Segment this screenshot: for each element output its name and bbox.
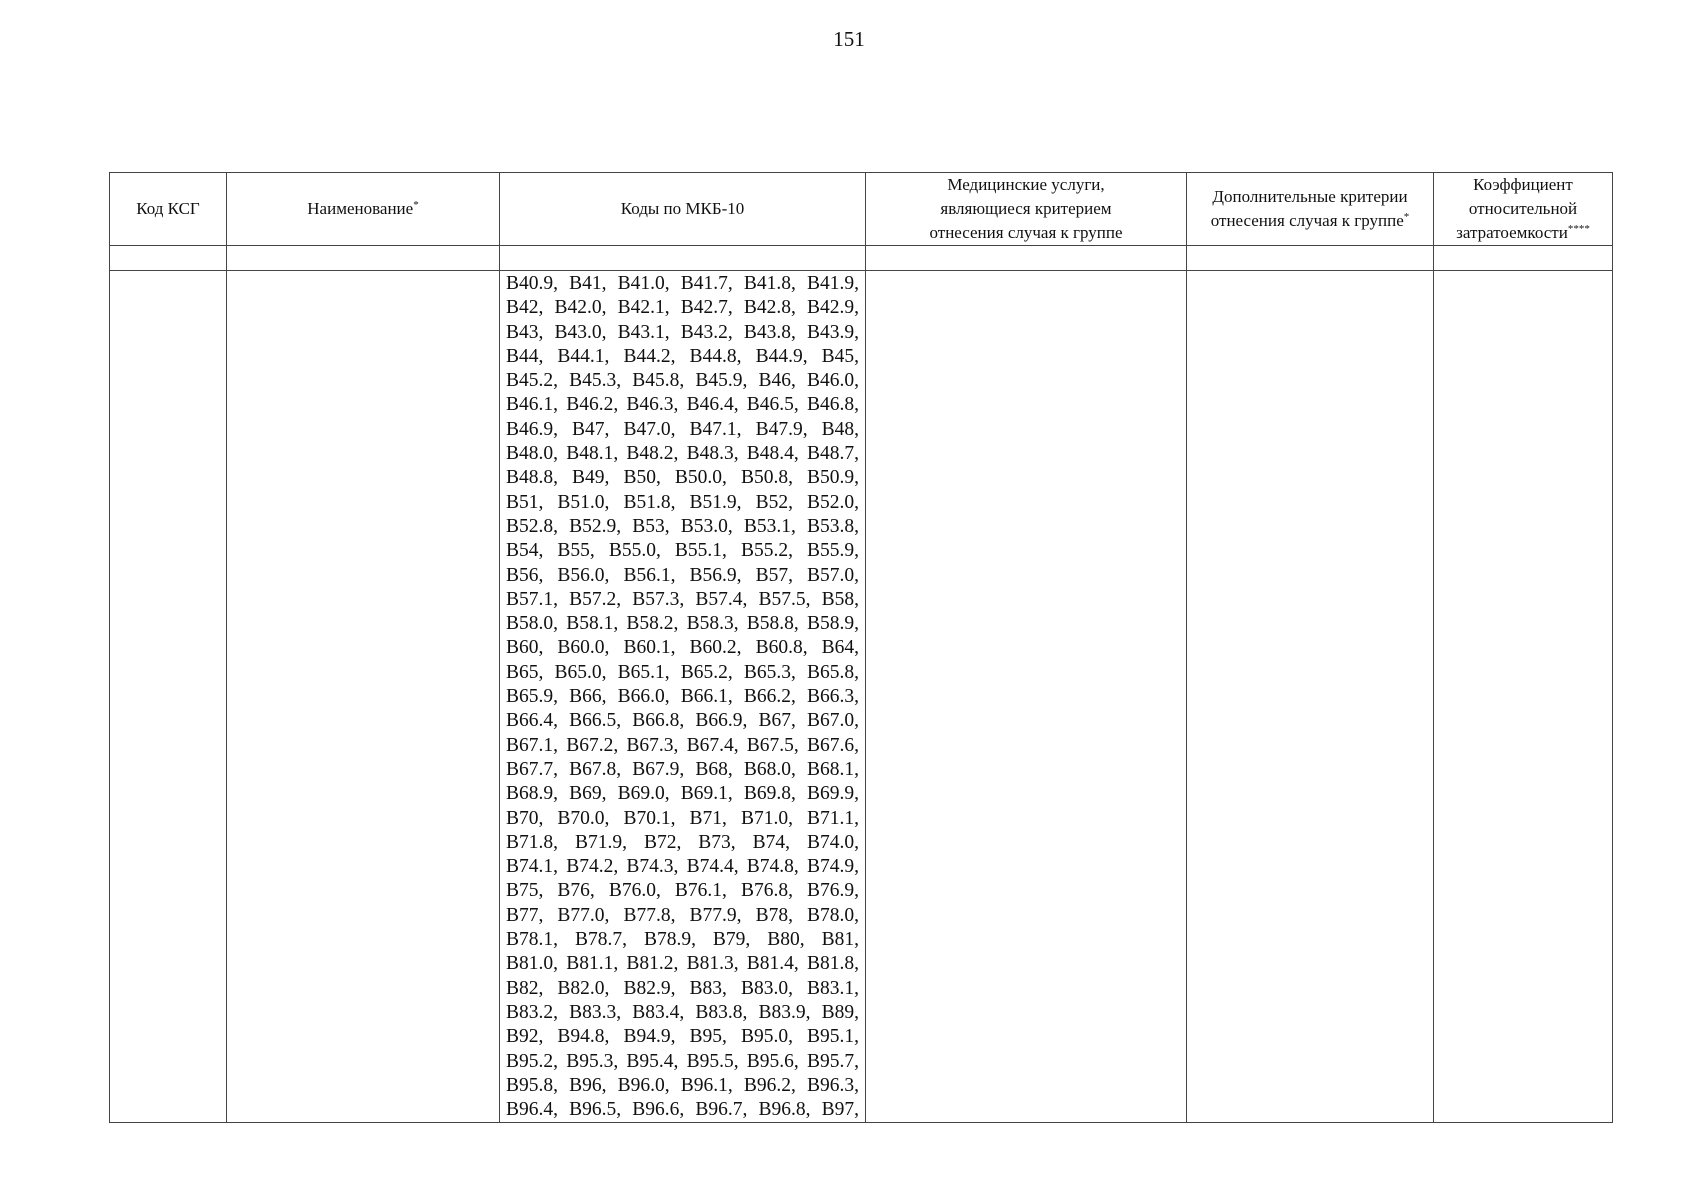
icd10-code-line: B48.8, B49, B50, B50.0, B50.8, B50.9, bbox=[506, 467, 859, 489]
icd10-code-line: B57.1, B57.2, B57.3, B57.4, B57.5, B58, bbox=[506, 588, 859, 610]
table-row bbox=[110, 271, 1613, 1123]
icd10-code-line: B65, B65.0, B65.1, B65.2, B65.3, B65.8, bbox=[506, 661, 859, 683]
header-cost-coefficient: Коэффициент относительной затратоемкости**** bbox=[1434, 173, 1613, 246]
cost-coefficient-cell bbox=[1434, 271, 1613, 1123]
ksg-code-cell bbox=[110, 271, 227, 1123]
additional-criteria-cell bbox=[1187, 271, 1434, 1123]
icd10-code-line: B71.8, B71.9, B72, B73, B74, B74.0, bbox=[506, 831, 859, 853]
empty-row bbox=[110, 246, 1613, 271]
icd10-code-line: B66.4, B66.5, B66.8, B66.9, B67, B67.0, bbox=[506, 710, 859, 732]
icd10-code-line: B81.0, B81.1, B81.2, B81.3, B81.4, B81.8, bbox=[506, 953, 859, 975]
header-medical-services: Медицинские услуги, являющиеся критерием отнесения случая к группе bbox=[866, 173, 1187, 246]
footnote-mark: **** bbox=[1567, 223, 1590, 235]
page-number: 151 bbox=[833, 27, 865, 51]
icd10-code-line: B46.9, B47, B47.0, B47.1, B47.9, B48, bbox=[506, 418, 859, 440]
icd10-code-line: B52.8, B52.9, B53, B53.0, B53.1, B53.8, bbox=[506, 515, 859, 537]
icd10-code-line: B82, B82.0, B82.9, B83, B83.0, B83.1, bbox=[506, 977, 859, 999]
icd10-code-line: B45.2, B45.3, B45.8, B45.9, B46, B46.0, bbox=[506, 370, 859, 392]
icd10-codes-cell bbox=[500, 271, 866, 1123]
name-cell bbox=[227, 271, 500, 1123]
icd10-code-line: B67.1, B67.2, B67.3, B67.4, B67.5, B67.6, bbox=[506, 734, 859, 756]
icd10-code-line: B48.0, B48.1, B48.2, B48.3, B48.4, B48.7, bbox=[506, 443, 859, 465]
icd10-code-line: B92, B94.8, B94.9, B95, B95.0, B95.1, bbox=[506, 1026, 859, 1048]
icd10-code-line: B58.0, B58.1, B58.2, B58.3, B58.8, B58.9, bbox=[506, 613, 859, 635]
footnote-mark: * bbox=[1403, 211, 1410, 223]
icd10-code-line: B60, B60.0, B60.1, B60.2, B60.8, B64, bbox=[506, 637, 859, 659]
header-ksg-code: Код КСГ bbox=[110, 173, 227, 246]
empty-cell bbox=[1187, 246, 1434, 271]
header-row bbox=[110, 173, 1613, 246]
header-name: Наименование* bbox=[227, 173, 500, 246]
icd10-code-line: B95.8, B96, B96.0, B96.1, B96.2, B96.3, bbox=[506, 1074, 859, 1096]
empty-cell bbox=[227, 246, 500, 271]
icd10-code-line: B96.4, B96.5, B96.6, B96.7, B96.8, B97, bbox=[506, 1099, 859, 1121]
header-icd10-codes: Коды по МКБ-10 bbox=[500, 173, 866, 246]
icd10-code-line: B68.9, B69, B69.0, B69.1, B69.8, B69.9, bbox=[506, 783, 859, 805]
icd10-code-line: B44, B44.1, B44.2, B44.8, B44.9, B45, bbox=[506, 345, 859, 367]
icd10-code-line: B95.2, B95.3, B95.4, B95.5, B95.6, B95.7, bbox=[506, 1050, 859, 1072]
footnote-mark: * bbox=[413, 199, 419, 211]
icd10-code-line: B54, B55, B55.0, B55.1, B55.2, B55.9, bbox=[506, 540, 859, 562]
icd10-code-line: B56, B56.0, B56.1, B56.9, B57, B57.0, bbox=[506, 564, 859, 586]
icd10-code-line: B51, B51.0, B51.8, B51.9, B52, B52.0, bbox=[506, 491, 859, 513]
icd10-code-line: B78.1, B78.7, B78.9, B79, B80, B81, bbox=[506, 929, 859, 951]
icd10-code-line: B43, B43.0, B43.1, B43.2, B43.8, B43.9, bbox=[506, 321, 859, 343]
icd10-code-line: B40.9, B41, B41.0, B41.7, B41.8, B41.9, bbox=[506, 273, 859, 294]
icd10-code-line: B42, B42.0, B42.1, B42.7, B42.8, B42.9, bbox=[506, 297, 859, 319]
medical-services-cell bbox=[866, 271, 1187, 1123]
icd10-code-line: B70, B70.0, B70.1, B71, B71.0, B71.1, bbox=[506, 807, 859, 829]
empty-cell bbox=[1434, 246, 1613, 271]
header-additional-criteria: Дополнительные критерии отнесения случая к группе* bbox=[1187, 173, 1434, 246]
icd10-code-line: B83.2, B83.3, B83.4, B83.8, B83.9, B89, bbox=[506, 1001, 859, 1023]
icd10-code-line: B46.1, B46.2, B46.3, B46.4, B46.5, B46.8, bbox=[506, 394, 859, 416]
ksg-table bbox=[109, 172, 1613, 1123]
icd10-code-line: B77, B77.0, B77.8, B77.9, B78, B78.0, bbox=[506, 904, 859, 926]
icd10-code-line: B75, B76, B76.0, B76.1, B76.8, B76.9, bbox=[506, 880, 859, 902]
icd10-code-line: B67.7, B67.8, B67.9, B68, B68.0, B68.1, bbox=[506, 758, 859, 780]
empty-cell bbox=[110, 246, 227, 271]
icd10-code-line: B65.9, B66, B66.0, B66.1, B66.2, B66.3, bbox=[506, 686, 859, 708]
empty-cell bbox=[866, 246, 1187, 271]
icd10-code-line: B74.1, B74.2, B74.3, B74.4, B74.8, B74.9, bbox=[506, 856, 859, 878]
empty-cell bbox=[500, 246, 866, 271]
